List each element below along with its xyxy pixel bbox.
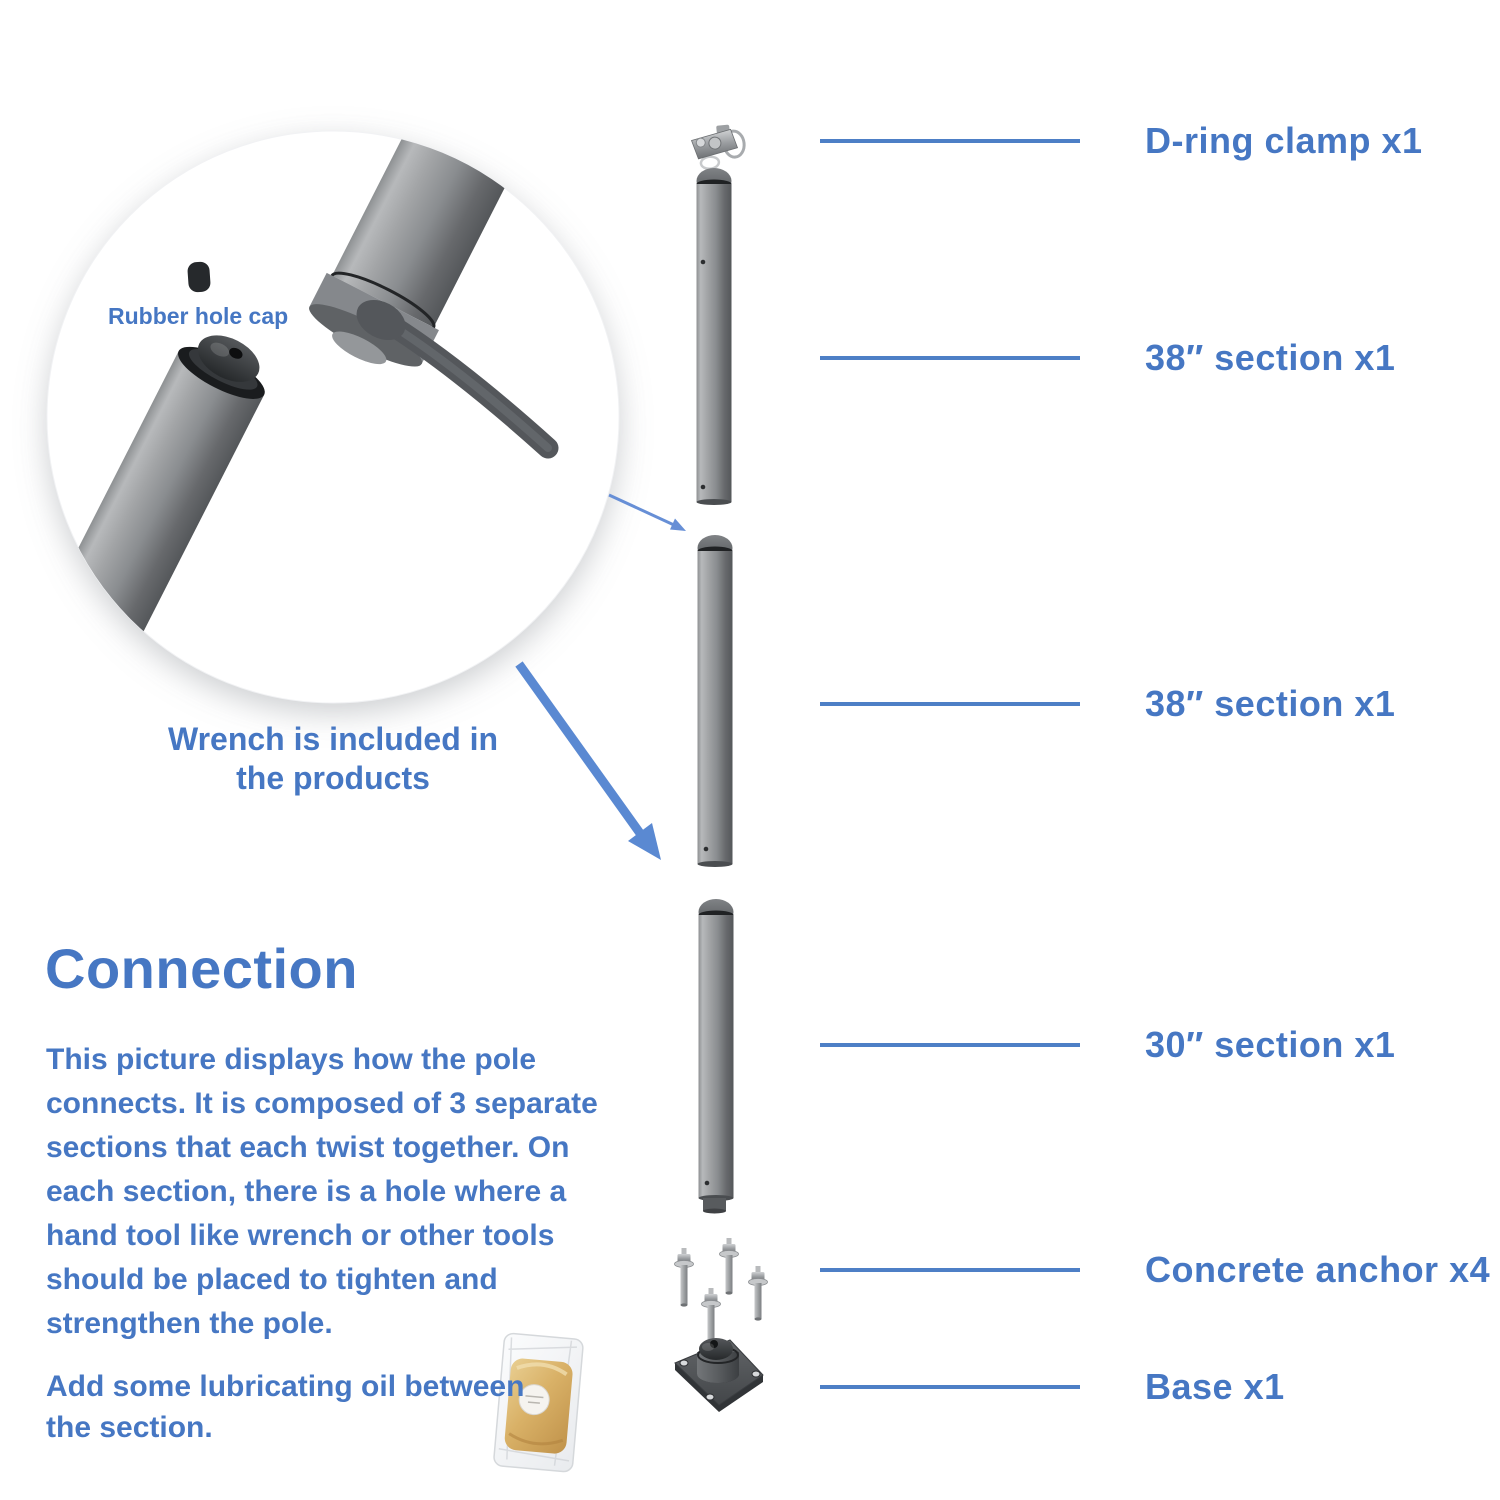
pole-section-30-graphic [699, 899, 734, 1214]
part-label: Base x1 [1145, 1366, 1285, 1407]
callout-line [820, 1043, 1080, 1047]
part-label: 38″ section x1 [1145, 337, 1396, 378]
callout-line [820, 139, 1080, 143]
part-label: 30″ section x1 [1145, 1024, 1396, 1065]
large-connector-arrow-icon [519, 664, 661, 860]
part-row-30-section [820, 1023, 1395, 1067]
rubber-hole-cap-label: Rubber hole cap [108, 303, 289, 329]
callout-line [820, 702, 1080, 706]
base-plate-graphic [675, 1338, 763, 1412]
small-connector-arrow-icon [609, 495, 686, 531]
zoom-inset-circle [47, 0, 652, 703]
connection-heading: Connection [45, 937, 358, 1000]
part-row-concrete-anchor [820, 1248, 1490, 1292]
part-label: 38″ section x1 [1145, 683, 1396, 724]
part-row-d-ring-clamp [820, 119, 1423, 163]
callout-line [820, 1385, 1080, 1389]
d-ring-clamp-graphic [690, 123, 746, 170]
part-label: D-ring clamp x1 [1145, 120, 1423, 161]
wrench-included-caption: Wrench is included in the products [167, 721, 499, 796]
part-row-38-section-top [820, 336, 1395, 380]
part-label: Concrete anchor x4 [1145, 1249, 1491, 1290]
callout-line [820, 356, 1080, 360]
rubber-hole-cap-graphic [187, 261, 211, 292]
part-row-38-section-middle [820, 682, 1395, 726]
connection-description: This picture displays how the pole connects. It is composed of 3 separate sections that each twist together. On each section, there is a hole where a hand tool like wrench or other tools should be placed to tighten and strengthen the pole. [46, 1043, 598, 1340]
part-row-base [820, 1365, 1285, 1409]
callout-line [820, 1268, 1080, 1272]
lubricating-oil-note: Add some lubricating oil between the section. [46, 1370, 525, 1444]
pole-section-38-top-graphic [697, 168, 732, 505]
concrete-anchors-graphic [675, 1238, 768, 1347]
pole-section-38-middle-graphic [698, 535, 733, 867]
